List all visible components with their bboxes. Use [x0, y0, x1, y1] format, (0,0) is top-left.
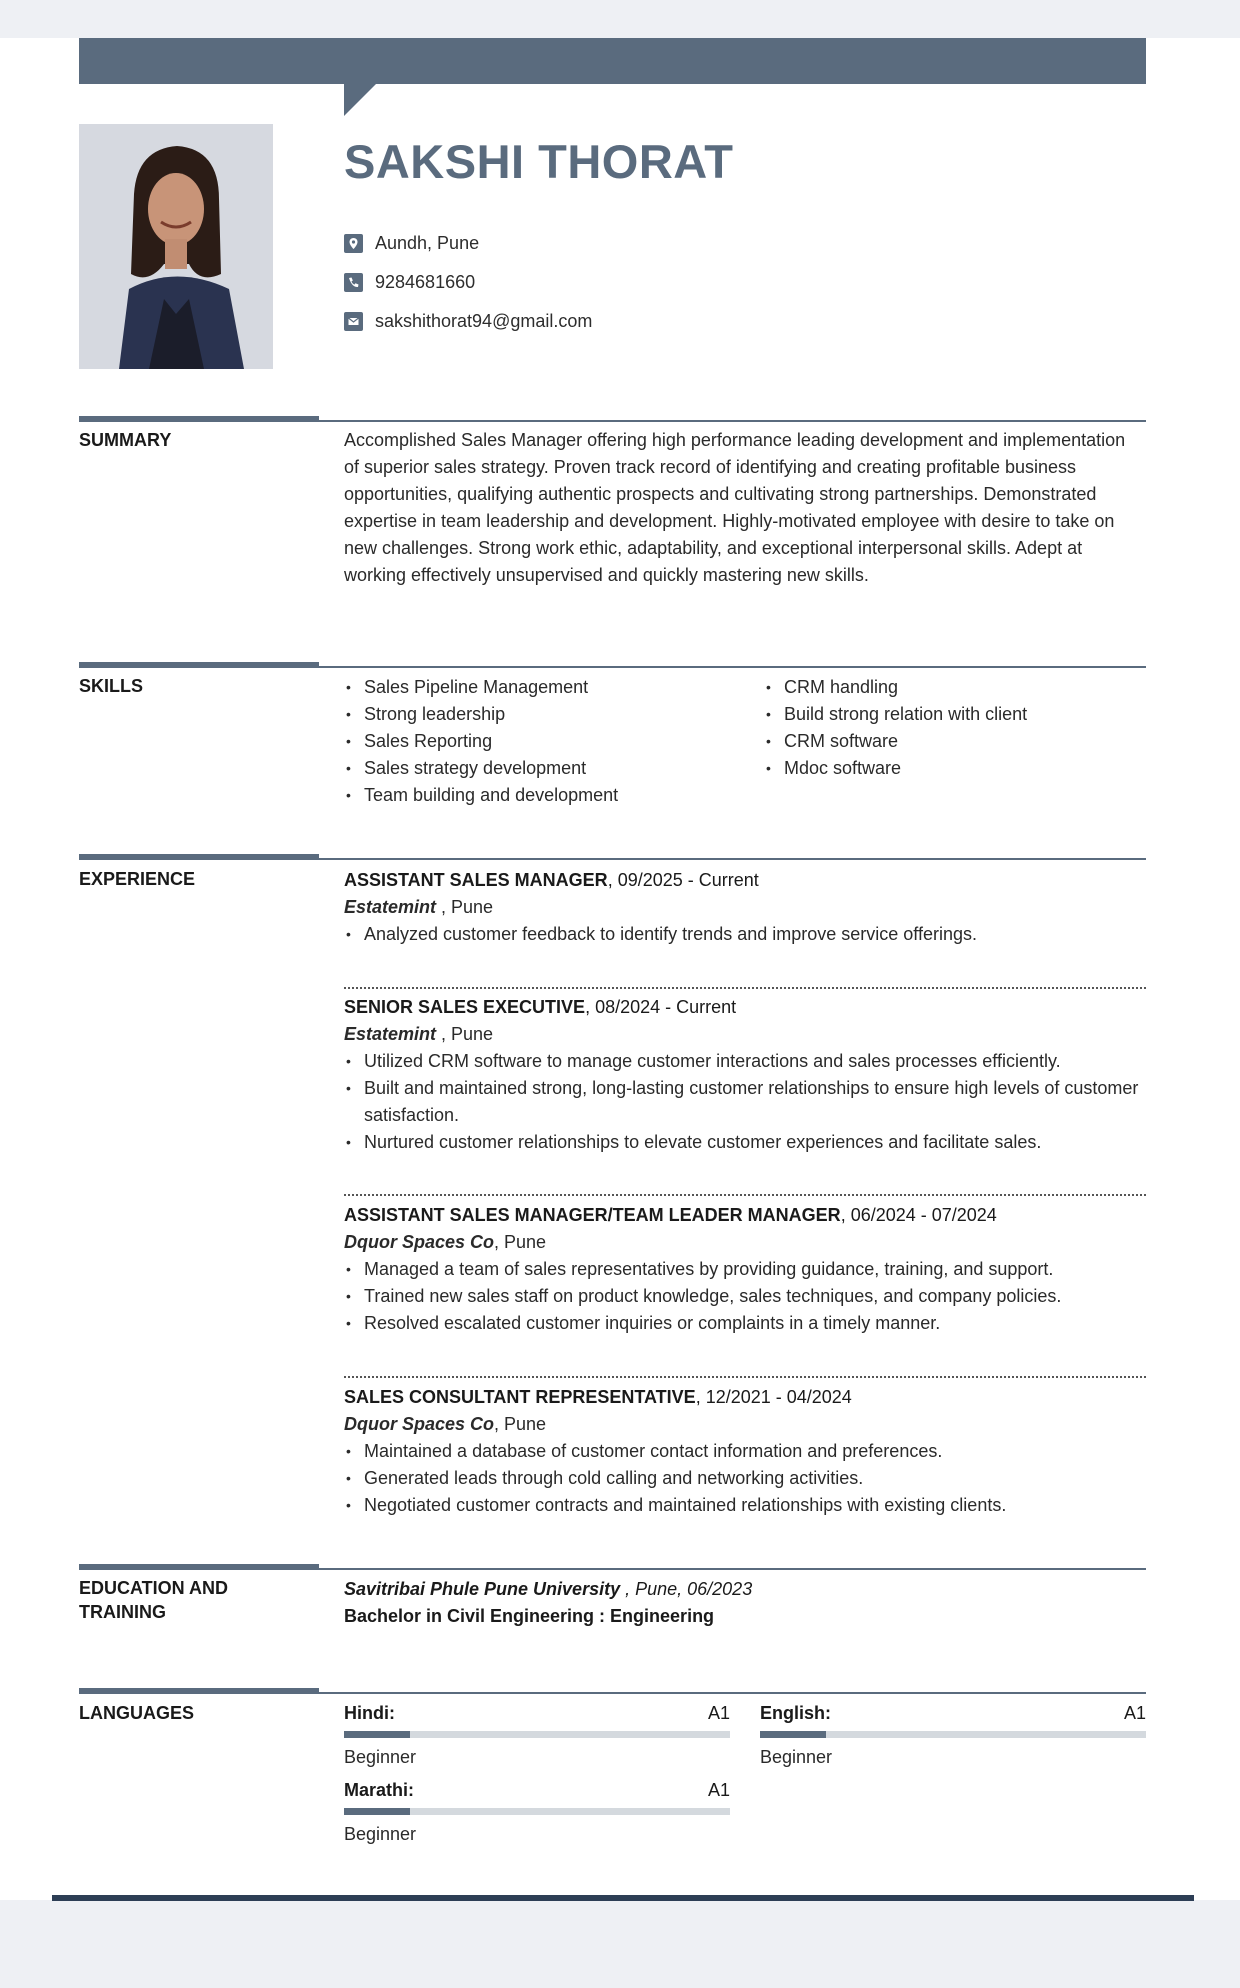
school-name: Savitribai Phule Pune University	[344, 1579, 621, 1599]
contact-location	[344, 231, 479, 255]
job-company-line	[344, 1021, 1146, 1048]
job-city: , Pune	[494, 1414, 547, 1434]
education-divider	[79, 1568, 1146, 1570]
job-entry	[344, 1202, 1146, 1337]
job-entry	[344, 1384, 1146, 1519]
education-heading-line1: EDUCATION AND	[79, 1578, 228, 1598]
language-level: Beginner	[344, 1747, 417, 1767]
summary-divider	[79, 420, 1146, 422]
skill-item: • Mdoc software	[764, 755, 1144, 782]
job-dates: , 12/2021 - 04/2024	[695, 1387, 852, 1407]
job-separator	[344, 1376, 1146, 1378]
skills-divider	[79, 666, 1146, 668]
envelope-icon	[344, 312, 363, 331]
header-bar	[79, 38, 1146, 84]
job-bullet: • Analyzed customer feedback to identify trends and improve service offerings.	[344, 921, 1146, 948]
job-bullet: • Maintained a database of customer contact information and preferences.	[344, 1438, 1146, 1465]
candidate-name: SAKSHI THORAT	[344, 135, 734, 188]
job-company-line	[344, 1229, 1146, 1256]
summary-text: Accomplished Sales Manager offering high performance leading development and implementation of superior sales strategy. Proven track record of identifying and creating profitable business opportunities, qualifying authentic prospects and cultivating strong partnerships. Demonstrated expertise in team leadership and development. Highly-motivated employee with desire to take on new challenges. Strong work ethic, adaptability, and exceptional interpersonal skills. Adept at working effectively unsupervised and quickly mastering new skills.	[344, 430, 1126, 585]
job-company: Dquor Spaces Co	[344, 1414, 495, 1434]
job-bullet: • Negotiated customer contracts and maintained relationships with existing clients.	[344, 1492, 1146, 1519]
school-line	[344, 1576, 1146, 1603]
skill-item: • Team building and development	[344, 782, 754, 809]
job-company: Estatemint	[344, 897, 437, 917]
skills-list-right	[764, 674, 1144, 782]
education-heading-line2: TRAINING	[79, 1602, 166, 1622]
language-bar-fill	[344, 1808, 410, 1815]
job-company: Estatemint	[344, 1024, 437, 1044]
phone-icon	[344, 273, 363, 292]
language-entry	[344, 1778, 730, 1848]
language-entry	[344, 1701, 730, 1771]
education-entry	[344, 1576, 1146, 1630]
map-pin-icon	[344, 234, 363, 253]
skill-item: • Sales Pipeline Management	[344, 674, 754, 701]
language-bar	[344, 1808, 730, 1815]
profile-photo	[79, 124, 273, 369]
job-bullet: • Resolved escalated customer inquiries or complaints in a timely manner.	[344, 1310, 1146, 1337]
language-name: Marathi:	[344, 1780, 415, 1800]
language-code: A1	[707, 1703, 730, 1723]
language-bar	[760, 1731, 1146, 1738]
skill-item: • CRM software	[764, 728, 1144, 755]
email-link[interactable]: sakshithorat94@gmail.com	[375, 310, 593, 331]
footer-bar	[52, 1895, 1194, 1901]
education-heading	[79, 1576, 279, 1624]
summary-heading: SUMMARY	[79, 430, 172, 450]
job-role: ASSISTANT SALES MANAGER/TEAM LEADER MANAGER	[344, 1205, 841, 1225]
job-company-line	[344, 1411, 1146, 1438]
job-entry	[344, 994, 1146, 1156]
job-role: SENIOR SALES EXECUTIVE	[344, 997, 586, 1017]
job-bullet: • Trained new sales staff on product knowledge, sales techniques, and company policies.	[344, 1283, 1146, 1310]
skill-item: • Sales strategy development	[344, 755, 754, 782]
language-bar-fill	[760, 1731, 826, 1738]
skill-item: • CRM handling	[764, 674, 1144, 701]
location-text: Aundh, Pune	[375, 232, 480, 253]
job-dates: , 09/2025 - Current	[607, 870, 759, 890]
skill-item: • Sales Reporting	[344, 728, 754, 755]
degree-line: Bachelor in Civil Engineering : Engineering	[344, 1606, 715, 1626]
skill-item: • Strong leadership	[344, 701, 754, 728]
job-dates: , 08/2024 - Current	[585, 997, 737, 1017]
language-bar-fill	[344, 1731, 410, 1738]
job-company: Dquor Spaces Co	[344, 1232, 495, 1252]
language-bar	[344, 1731, 730, 1738]
language-level: Beginner	[760, 1747, 833, 1767]
job-title-line	[344, 994, 1146, 1021]
language-level: Beginner	[344, 1824, 417, 1844]
language-entry	[760, 1701, 1146, 1771]
job-title-line	[344, 1202, 1146, 1229]
header-notch	[344, 84, 376, 116]
job-dates: , 06/2024 - 07/2024	[840, 1205, 997, 1225]
languages-heading: LANGUAGES	[79, 1703, 195, 1723]
job-separator	[344, 1194, 1146, 1196]
skills-heading: SKILLS	[79, 676, 144, 696]
contact-email	[344, 309, 592, 333]
language-name: English:	[760, 1703, 831, 1723]
language-code: A1	[707, 1780, 730, 1800]
job-city: , Pune	[436, 1024, 494, 1044]
job-role: SALES CONSULTANT REPRESENTATIVE	[344, 1387, 696, 1407]
job-bullet: • Built and maintained strong, long-lasting customer relationships to ensure high levels of customer satisfaction.	[344, 1075, 1146, 1129]
skill-item: • Build strong relation with client	[764, 701, 1144, 728]
contact-phone	[344, 270, 475, 294]
job-separator	[344, 987, 1146, 989]
job-title-line	[344, 1384, 1146, 1411]
job-city: , Pune	[436, 897, 494, 917]
languages-divider	[79, 1692, 1146, 1694]
job-bullet: • Generated leads through cold calling and networking activities.	[344, 1465, 1146, 1492]
job-bullet: • Utilized CRM software to manage customer interactions and sales processes efficiently.	[344, 1048, 1146, 1075]
phone-text[interactable]: 9284681660	[375, 271, 476, 292]
resume-page	[0, 38, 1240, 1900]
language-code: A1	[1123, 1703, 1146, 1723]
job-title-line	[344, 867, 1146, 894]
skills-list-left	[344, 674, 754, 809]
job-city: , Pune	[494, 1232, 547, 1252]
experience-heading: EXPERIENCE	[79, 869, 196, 889]
language-name: Hindi:	[344, 1703, 395, 1723]
job-entry	[344, 867, 1146, 948]
job-bullet: • Managed a team of sales representatives by providing guidance, training, and support.	[344, 1256, 1146, 1283]
experience-divider	[79, 858, 1146, 860]
school-meta: , Pune, 06/2023	[620, 1579, 753, 1599]
job-bullet: • Nurtured customer relationships to elevate customer experiences and facilitate sales.	[344, 1129, 1146, 1156]
job-role: ASSISTANT SALES MANAGER	[344, 870, 608, 890]
job-company-line	[344, 894, 1146, 921]
